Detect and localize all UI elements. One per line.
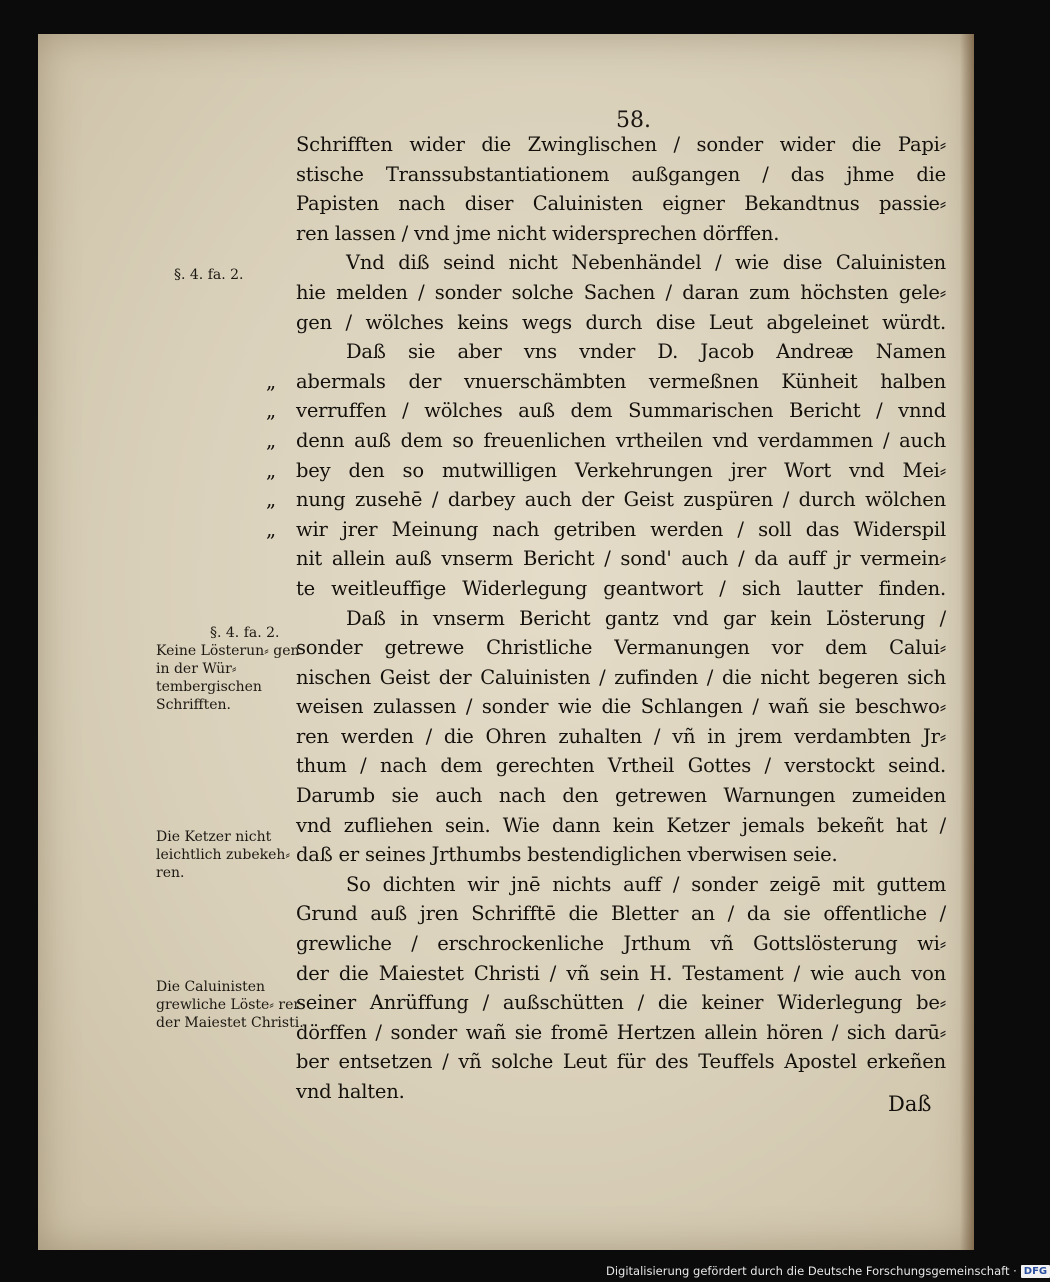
text-line-content: wir jrer Meinung nach getriben werden / soll das Widerspil — [296, 517, 946, 541]
text-line-content: Grund auß jren Schrifftē die Bletter an / da sie offentliche / — [296, 902, 946, 926]
text-line-content: Schrifften wider die Zwinglischen / sonder wider die Papi⸗ — [296, 133, 946, 156]
text-line — [296, 337, 946, 367]
margin-note-caluinisten: Die Caluinisten grewliche Löste⸗ rer der Maiestet Christi. — [156, 979, 304, 1031]
quote-mark: „ — [266, 517, 276, 541]
text-line — [296, 870, 946, 900]
text-line-content: dörffen / sonder wañ sie fromē Hertzen allein hören / sich darū⸗ — [296, 1020, 946, 1044]
dfg-logo-icon: DFG — [1021, 1265, 1050, 1278]
text-line-content: nung zusehē / darbey auch der Geist zuspüren / durch wölchen — [296, 488, 946, 512]
text-line — [296, 929, 946, 959]
quote-mark: „ — [266, 399, 276, 423]
text-line — [266, 426, 946, 456]
text-line-content: Papisten nach diser Caluinisten eigner Bekandtnus passie⸗ — [296, 192, 946, 216]
text-line — [296, 1077, 946, 1107]
text-line — [296, 278, 946, 308]
text-line — [296, 663, 946, 693]
text-line-content: grewliche / erschrockenliche Jrthum vñ Gottslösterung wi⸗ — [296, 932, 946, 956]
text-line — [296, 692, 946, 722]
text-line — [296, 722, 946, 752]
text-line — [296, 840, 946, 870]
text-line-content: denn auß dem so freuenlichen vrtheilen vnd verdammen / auch — [296, 428, 946, 452]
text-line-content: gen / wölches keins wegs durch dise Leut abgeleinet würdt. — [296, 310, 946, 334]
book-page — [38, 34, 974, 1250]
text-line-content: sonder getrewe Christliche Vermanungen vor dem Calui⸗ — [296, 636, 946, 660]
text-line-content: bey den so mutwilligen Verkehrungen jrer Wort vnd Mei⸗ — [296, 458, 946, 482]
text-line — [296, 751, 946, 781]
margin-reference-1: §. 4. fa. 2. — [174, 267, 244, 283]
text-line — [266, 396, 946, 426]
text-line — [296, 988, 946, 1018]
text-line — [296, 899, 946, 929]
text-line-content: daß er seines Jrthumbs bestendiglichen vberwisen seie. — [296, 843, 838, 867]
text-line — [296, 959, 946, 989]
text-line — [296, 604, 946, 634]
text-line — [296, 574, 946, 604]
footer-text: Digitalisierung gefördert durch die Deutsche Forschungsgemeinschaft · — [606, 1264, 1017, 1278]
margin-note-ketzer: Die Ketzer nicht leichtlich zubekeh⸗ ren. — [156, 829, 291, 881]
body-text — [266, 130, 946, 1107]
text-line-content: nischen Geist der Caluinisten / zufinden / die nicht begeren sich — [296, 665, 946, 689]
text-line-content: der die Maiestet Christi / vñ sein H. Testament / wie auch von — [296, 961, 946, 985]
catchword: Daß — [888, 1092, 932, 1116]
quote-mark: „ — [266, 488, 276, 512]
text-line — [296, 811, 946, 841]
text-line — [296, 308, 946, 338]
page-edge-shadow — [960, 34, 974, 1250]
text-line-content: seiner Anrüffung / außschütten / die keiner Widerlegung be⸗ — [296, 991, 946, 1015]
text-line — [266, 515, 946, 545]
text-line — [266, 456, 946, 486]
text-line — [296, 1018, 946, 1048]
text-line-content: vnd halten. — [296, 1080, 405, 1103]
margin-reference-2: §. 4. fa. 2. — [210, 625, 280, 641]
text-line-content: So dichten wir jnē nichts auff / sonder zeigē mit guttem — [346, 872, 946, 896]
text-line-content: vnd zufliehen sein. Wie dann kein Ketzer jemals bekeñt hat / — [296, 813, 946, 837]
text-line-content: weisen zulassen / sonder wie die Schlangen / wañ sie beschwo⸗ — [296, 695, 946, 719]
page-number: 58. — [616, 108, 651, 133]
text-line — [296, 1047, 946, 1077]
text-line — [296, 189, 946, 219]
text-line-content: Vnd diß seind nicht Nebenhändel / wie dise Caluinisten — [346, 251, 946, 275]
footer-credit — [606, 1262, 1050, 1280]
text-line-content: thum / nach dem gerechten Vrtheil Gottes / verstockt seind. — [296, 754, 946, 778]
text-line — [296, 130, 946, 160]
quote-mark: „ — [266, 458, 276, 482]
text-line — [296, 633, 946, 663]
text-line-content: Darumb sie auch nach den getrewen Warnungen zumeiden — [296, 784, 946, 808]
text-line — [296, 248, 946, 278]
text-line-content: stische Transsubstantiationem außgangen / das jhme die — [296, 162, 946, 186]
text-line — [266, 367, 946, 397]
text-line — [296, 219, 946, 249]
text-line — [296, 160, 946, 190]
text-line-content: ren werden / die Ohren zuhalten / vñ in jrem verdambten Jr⸗ — [296, 724, 946, 748]
text-line-content: ren lassen / vnd jme nicht widersprechen dörffen. — [296, 221, 780, 245]
text-line — [266, 485, 946, 515]
text-line-content: Daß sie aber vns vnder D. Jacob Andreæ Namen — [346, 340, 946, 364]
text-line-content: verruffen / wölches auß dem Summarischen Bericht / vnnd — [296, 399, 946, 423]
text-line — [296, 544, 946, 574]
text-line-content: te weitleuffige Widerlegung geantwort / sich lautter finden. — [296, 576, 946, 600]
text-line-content: Daß in vnserm Bericht gantz vnd gar kein Lösterung / — [346, 606, 946, 630]
text-line — [296, 781, 946, 811]
text-line-content: hie melden / sonder solche Sachen / daran zum höchsten gele⸗ — [296, 280, 946, 304]
text-line-content: ber entsetzen / vñ solche Leut für des Teuffels Apostel erkeñen — [296, 1050, 946, 1074]
text-line-content: nit allein auß vnserm Bericht / sond' auch / da auff jr vermein⸗ — [296, 547, 946, 571]
quote-mark: „ — [266, 428, 276, 452]
quote-mark: „ — [266, 369, 276, 393]
text-line-content: abermals der vnuerschämbten vermeßnen Künheit halben — [296, 369, 946, 393]
margin-note-loesterungen: Keine Lösterun⸗ gen in der Wür⸗ tembergischen Schrifften. — [156, 643, 300, 713]
